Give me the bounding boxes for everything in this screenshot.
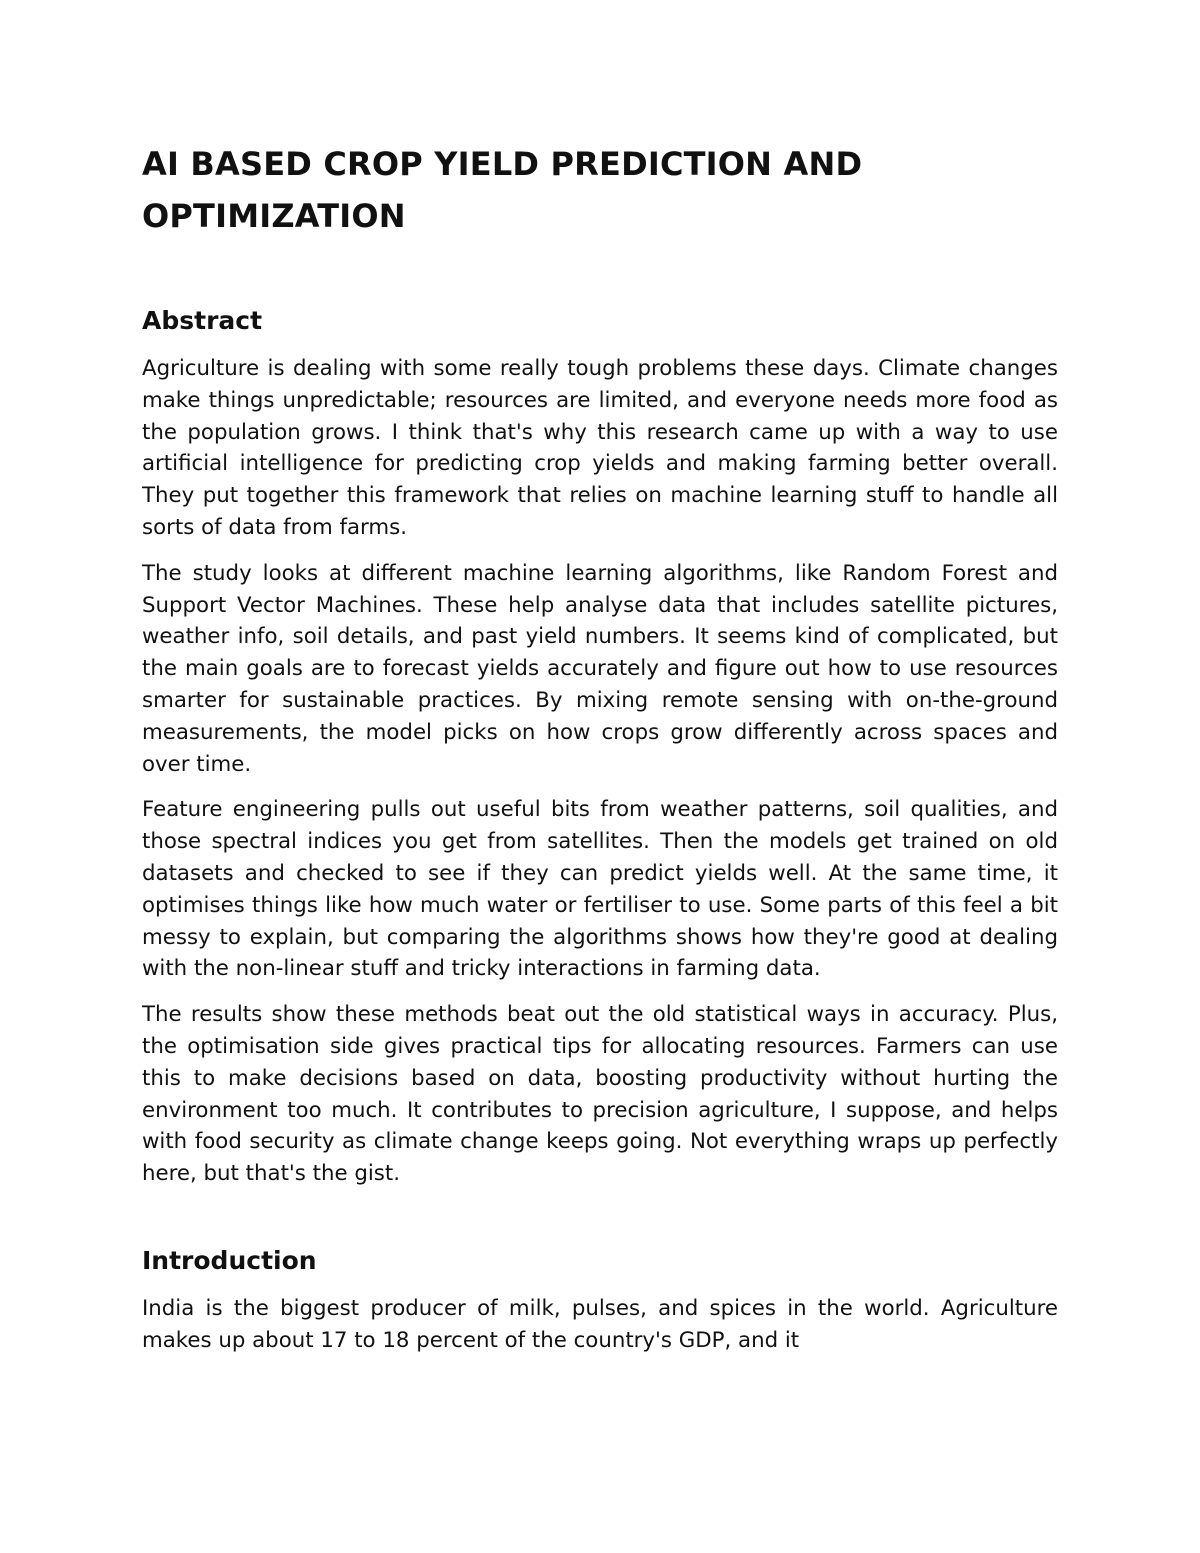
abstract-paragraph-4: The results show these methods beat out the old statistical ways in accuracy. Plus, the optimisation side gives practical tips for allocating resources. Farmers can use this to make decisions based on data, boosting productivity without hurting the environment too much. It contributes to precision agriculture, I suppose, and helps with food security as climate change keeps going. Not everything wraps up perfectly here, but that's the gist. [142,1002,1058,1187]
document-page [142,138,1058,1357]
document-title: AI BASED CROP YIELD PREDICTION AND OPTIMIZATION [142,145,863,235]
abstract-heading: Abstract [142,306,263,335]
abstract-paragraph-3: Feature engineering pulls out useful bits from weather patterns, soil qualities, and those spectral indices you get from satellites. Then the models get trained on old datasets and checked to see if they can predict yields well. At the same time, it optimises things like how much water or fertiliser to use. Some parts of this feel a bit messy to explain, but comparing the algorithms shows how they're good at dealing with the non-linear stuff and tricky interactions in farming data. [142,797,1058,982]
introduction-heading: Introduction [142,1245,317,1275]
introduction-paragraph-1: India is the biggest producer of milk, pulses, and spices in the world. Agriculture makes up about 17 to 18 percent of the country's GDP, and it [142,1295,1058,1353]
abstract-paragraph-2: The study looks at different machine learning algorithms, like Random Forest and Support Vector Machines. These help analyse data that includes satellite pictures, weather info, soil details, and past yield numbers. It seems kind of complicated, but the main goals are to forecast yields accurately and figure out how to use resources smarter for sustainable practices. By mixing remote sensing with on-the-ground measurements, the model picks on how crops grow differently across spaces and over time. [142,560,1058,777]
abstract-paragraph-1: Agriculture is dealing with some really tough problems these days. Climate changes make things unpredictable; resources are limited, and everyone needs more food as the population grows. I think that's why this research came up with a way to use artificial intelligence for predicting crop yields and making farming better overall. They put together this framework that relies on machine learning stuff to handle all sorts of data from farms. [142,356,1058,540]
